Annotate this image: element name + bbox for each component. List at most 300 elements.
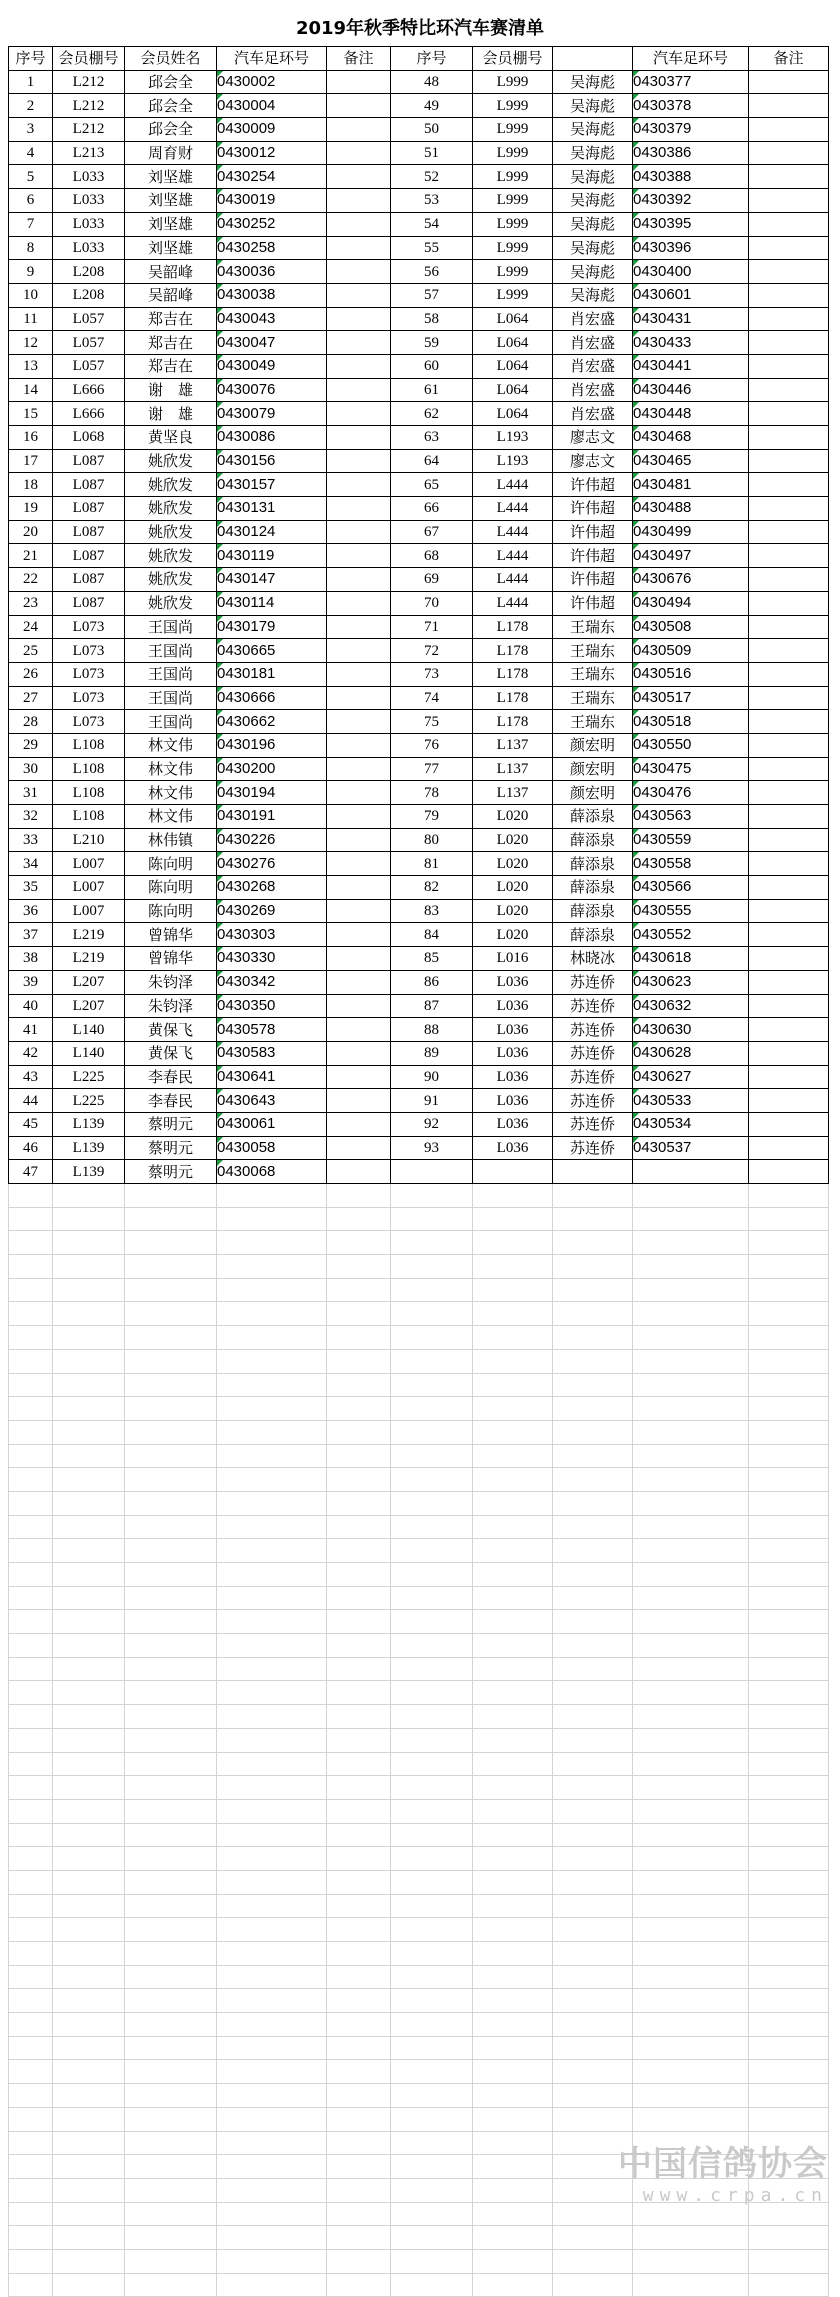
ring-no-cell: 0430076 [217,378,327,402]
empty-cell [553,2060,633,2084]
empty-cell [217,1586,327,1610]
seq-cell: 40 [9,994,53,1018]
remarks-cell-right [749,662,829,686]
remarks-cell [327,615,391,639]
member-name-cell-right: 许伟超 [553,544,633,568]
member-name-cell-right: 苏连侨 [553,1112,633,1136]
remarks-cell-right [749,165,829,189]
remarks-cell-right [749,118,829,142]
seq-cell: 35 [9,876,53,900]
empty-cell [217,2036,327,2060]
empty-cell [473,2178,553,2202]
empty-cell [633,1634,749,1658]
empty-cell [125,1231,217,1255]
member-name-cell: 姚欣发 [125,449,217,473]
ring-no-cell-right: 0430516 [633,662,749,686]
seq-cell-right: 63 [391,426,473,450]
table-row [9,686,829,710]
empty-cell [749,1657,829,1681]
remarks-cell-right [749,473,829,497]
empty-row [9,1894,829,1918]
loft-no-cell-right [473,1160,553,1184]
empty-cell [633,1989,749,2013]
loft-no-cell: L139 [53,1112,125,1136]
loft-no-cell: L140 [53,1041,125,1065]
loft-no-cell: L225 [53,1089,125,1113]
empty-cell [473,1326,553,1350]
seq-cell: 28 [9,710,53,734]
ring-no-cell: 0430038 [217,283,327,307]
member-name-cell: 刘坚雄 [125,212,217,236]
loft-no-cell: L208 [53,283,125,307]
empty-cell [9,2273,53,2297]
empty-cell [473,1989,553,2013]
empty-cell [9,1870,53,1894]
member-name-cell: 郑吉在 [125,354,217,378]
loft-no-cell: L108 [53,733,125,757]
empty-cell [327,1847,391,1871]
loft-no-cell: L666 [53,378,125,402]
empty-cell [553,1823,633,1847]
table-row [9,923,829,947]
ring-no-cell: 0430303 [217,923,327,947]
remarks-cell [327,402,391,426]
remarks-cell [327,497,391,521]
loft-no-cell: L225 [53,1065,125,1089]
loft-no-cell: L108 [53,781,125,805]
empty-cell [217,1823,327,1847]
table-row [9,639,829,663]
ring-no-cell-right: 0430396 [633,236,749,260]
empty-cell [9,1207,53,1231]
empty-cell [125,1989,217,2013]
ring-no-cell-right: 0430676 [633,568,749,592]
empty-cell [473,1847,553,1871]
table-row [9,520,829,544]
empty-cell [749,2107,829,2131]
empty-cell [53,1515,125,1539]
loft-no-cell-right: L064 [473,354,553,378]
empty-cell [391,1610,473,1634]
remarks-cell [327,378,391,402]
loft-no-cell-right: L137 [473,733,553,757]
table-row [9,876,829,900]
empty-cell [217,2202,327,2226]
empty-cell [125,1397,217,1421]
empty-cell [633,1847,749,1871]
remarks-cell [327,449,391,473]
loft-no-cell: L087 [53,568,125,592]
remarks-cell [327,331,391,355]
header-remarks-right: 备注 [749,47,829,71]
empty-cell [553,1942,633,1966]
empty-cell [327,1278,391,1302]
table-row [9,378,829,402]
seq-cell: 7 [9,212,53,236]
empty-cell [327,1420,391,1444]
header-seq-right: 序号 [391,47,473,71]
member-name-cell-right: 肖宏盛 [553,378,633,402]
table-row [9,1136,829,1160]
remarks-cell [327,591,391,615]
empty-cell [391,1420,473,1444]
empty-cell [53,1207,125,1231]
empty-cell [633,1231,749,1255]
empty-cell [391,1799,473,1823]
empty-cell [391,2084,473,2108]
loft-no-cell-right: L020 [473,805,553,829]
empty-cell [473,1942,553,1966]
seq-cell: 14 [9,378,53,402]
table-row [9,615,829,639]
empty-cell [327,1870,391,1894]
remarks-cell-right [749,1041,829,1065]
empty-cell [327,1255,391,1279]
empty-cell [553,1989,633,2013]
empty-cell [125,1563,217,1587]
seq-cell-right: 92 [391,1112,473,1136]
seq-cell-right: 90 [391,1065,473,1089]
loft-no-cell-right: L999 [473,236,553,260]
seq-cell-right: 78 [391,781,473,805]
remarks-cell [327,970,391,994]
seq-cell: 36 [9,899,53,923]
remarks-cell [327,544,391,568]
empty-row [9,1373,829,1397]
empty-cell [125,1491,217,1515]
loft-no-cell: L139 [53,1160,125,1184]
member-name-cell-right: 吴海彪 [553,260,633,284]
empty-cell [125,1799,217,1823]
empty-row [9,1539,829,1563]
empty-cell [125,1728,217,1752]
empty-cell [217,1326,327,1350]
empty-cell [53,1847,125,1871]
seq-cell-right: 55 [391,236,473,260]
remarks-cell-right [749,1136,829,1160]
empty-cell [9,2013,53,2037]
empty-row [9,2036,829,2060]
ring-no-cell: 0430276 [217,852,327,876]
table-row [9,331,829,355]
table-row [9,141,829,165]
ring-no-cell: 0430181 [217,662,327,686]
seq-cell: 3 [9,118,53,142]
remarks-cell [327,662,391,686]
empty-cell [553,1539,633,1563]
member-name-cell-right: 肖宏盛 [553,402,633,426]
empty-cell [9,1776,53,1800]
seq-cell-right: 53 [391,189,473,213]
seq-cell: 23 [9,591,53,615]
seq-cell-right: 56 [391,260,473,284]
empty-cell [327,1752,391,1776]
ring-no-cell: 0430583 [217,1041,327,1065]
empty-cell [391,1942,473,1966]
empty-cell [391,1823,473,1847]
ring-no-cell-right: 0430379 [633,118,749,142]
seq-cell: 19 [9,497,53,521]
loft-no-cell-right: L178 [473,686,553,710]
empty-cell [749,1397,829,1421]
table-row [9,1065,829,1089]
loft-no-cell-right: L444 [473,591,553,615]
empty-cell [125,1468,217,1492]
remarks-cell-right [749,354,829,378]
empty-cell [473,1373,553,1397]
seq-cell-right: 91 [391,1089,473,1113]
member-name-cell-right: 吴海彪 [553,189,633,213]
empty-row [9,2226,829,2250]
empty-row [9,1302,829,1326]
ring-no-cell: 0430665 [217,639,327,663]
empty-cell [125,2084,217,2108]
remarks-cell [327,852,391,876]
member-name-cell-right: 王瑞东 [553,639,633,663]
remarks-cell-right [749,1089,829,1113]
table-row [9,591,829,615]
remarks-cell [327,1160,391,1184]
empty-cell [553,1373,633,1397]
empty-cell [749,1847,829,1871]
empty-cell [53,1278,125,1302]
member-name-cell-right [553,1160,633,1184]
empty-cell [553,2013,633,2037]
loft-no-cell: L087 [53,591,125,615]
table-row [9,260,829,284]
empty-cell [391,1373,473,1397]
remarks-cell-right [749,497,829,521]
ring-no-cell: 0430194 [217,781,327,805]
empty-cell [217,1847,327,1871]
seq-cell-right: 75 [391,710,473,734]
remarks-cell [327,686,391,710]
ring-no-cell-right: 0430468 [633,426,749,450]
loft-no-cell-right: L999 [473,283,553,307]
seq-cell-right: 60 [391,354,473,378]
member-name-cell: 朱钧泽 [125,994,217,1018]
empty-cell [53,1752,125,1776]
empty-cell [327,1349,391,1373]
empty-cell [217,1965,327,1989]
empty-cell [391,1894,473,1918]
empty-cell [9,1823,53,1847]
ring-no-cell: 0430330 [217,947,327,971]
empty-cell [217,1681,327,1705]
empty-cell [217,1728,327,1752]
remarks-cell [327,307,391,331]
empty-cell [125,1847,217,1871]
ring-no-cell: 0430012 [217,141,327,165]
member-name-cell: 王国尚 [125,686,217,710]
loft-no-cell: L073 [53,686,125,710]
seq-cell-right: 64 [391,449,473,473]
empty-cell [553,1563,633,1587]
empty-cell [217,2107,327,2131]
empty-cell [9,2060,53,2084]
member-name-cell-right: 苏连侨 [553,994,633,1018]
empty-cell [391,2036,473,2060]
table-row [9,544,829,568]
empty-cell [125,1349,217,1373]
empty-cell [633,2036,749,2060]
loft-no-cell: L087 [53,473,125,497]
table-row [9,994,829,1018]
ring-no-cell-right: 0430497 [633,544,749,568]
empty-cell [53,1255,125,1279]
loft-no-cell: L073 [53,710,125,734]
remarks-cell [327,1041,391,1065]
empty-cell [125,1373,217,1397]
table-row [9,189,829,213]
ring-no-cell: 0430079 [217,402,327,426]
empty-row [9,1681,829,1705]
empty-cell [9,1326,53,1350]
member-name-cell-right: 王瑞东 [553,615,633,639]
empty-cell [473,2249,553,2273]
seq-cell-right: 62 [391,402,473,426]
empty-cell [217,1184,327,1208]
empty-row [9,1326,829,1350]
loft-no-cell-right: L999 [473,141,553,165]
empty-cell [53,1231,125,1255]
table-row [9,662,829,686]
empty-cell [9,2226,53,2250]
table-row [9,236,829,260]
empty-cell [553,1302,633,1326]
header-loft-no: 会员棚号 [53,47,125,71]
seq-cell: 15 [9,402,53,426]
member-name-cell-right: 吴海彪 [553,70,633,94]
remarks-cell [327,1136,391,1160]
empty-cell [553,2273,633,2297]
empty-cell [633,1563,749,1587]
empty-cell [391,1989,473,2013]
seq-cell-right: 76 [391,733,473,757]
member-name-cell: 黄坚良 [125,426,217,450]
empty-cell [749,1776,829,1800]
empty-row [9,1468,829,1492]
remarks-cell [327,923,391,947]
member-name-cell-right: 苏连侨 [553,1136,633,1160]
empty-cell [473,1634,553,1658]
empty-row [9,1847,829,1871]
empty-cell [473,1184,553,1208]
empty-cell [633,2060,749,2084]
ring-no-cell: 0430124 [217,520,327,544]
loft-no-cell: L212 [53,70,125,94]
empty-cell [125,1681,217,1705]
member-name-cell-right: 吴海彪 [553,212,633,236]
loft-no-cell-right: L036 [473,970,553,994]
loft-no-cell: L219 [53,923,125,947]
member-name-cell-right: 苏连侨 [553,1041,633,1065]
loft-no-cell-right: L999 [473,165,553,189]
empty-cell [749,1728,829,1752]
remarks-cell-right [749,378,829,402]
remarks-cell [327,1112,391,1136]
empty-cell [749,1231,829,1255]
empty-cell [633,1942,749,1966]
empty-cell [217,1255,327,1279]
member-name-cell-right: 薛添泉 [553,876,633,900]
empty-cell [391,1539,473,1563]
empty-cell [9,1302,53,1326]
remarks-cell [327,118,391,142]
sheet-title: 2019年秋季特比环汽车赛清单 [295,18,545,39]
loft-no-cell-right: L178 [473,662,553,686]
empty-row [9,1634,829,1658]
loft-no-cell-right: L036 [473,1018,553,1042]
empty-cell [749,1326,829,1350]
empty-cell [217,1634,327,1658]
empty-cell [53,1894,125,1918]
empty-cell [217,1491,327,1515]
member-name-cell: 林文伟 [125,733,217,757]
seq-cell: 41 [9,1018,53,1042]
loft-no-cell-right: L193 [473,426,553,450]
empty-cell [749,1563,829,1587]
empty-cell [125,1894,217,1918]
empty-cell [125,2131,217,2155]
ring-no-cell: 0430258 [217,236,327,260]
empty-cell [9,1965,53,1989]
seq-cell-right: 77 [391,757,473,781]
loft-no-cell: L007 [53,899,125,923]
empty-cell [553,1468,633,1492]
member-name-cell-right: 许伟超 [553,497,633,521]
empty-cell [53,2249,125,2273]
table-row [9,757,829,781]
table-row [9,283,829,307]
empty-cell [217,1397,327,1421]
entry-list-table [8,46,829,2297]
empty-cell [749,1302,829,1326]
remarks-cell-right [749,876,829,900]
empty-cell [9,1278,53,1302]
empty-cell [125,2107,217,2131]
ring-no-cell-right: 0430627 [633,1065,749,1089]
empty-cell [327,1799,391,1823]
empty-cell [473,1823,553,1847]
ring-no-cell-right: 0430441 [633,354,749,378]
member-name-cell-right: 肖宏盛 [553,354,633,378]
empty-cell [391,1397,473,1421]
table-row [9,94,829,118]
empty-cell [217,1468,327,1492]
empty-cell [749,2060,829,2084]
empty-cell [53,1302,125,1326]
empty-row [9,2013,829,2037]
empty-cell [391,1965,473,1989]
empty-cell [125,1776,217,1800]
empty-cell [9,1539,53,1563]
seq-cell: 43 [9,1065,53,1089]
loft-no-cell: L219 [53,947,125,971]
empty-cell [217,1942,327,1966]
empty-cell [553,1634,633,1658]
empty-cell [553,1728,633,1752]
seq-cell: 10 [9,283,53,307]
ring-no-cell-right: 0430377 [633,70,749,94]
seq-cell: 11 [9,307,53,331]
empty-cell [9,1349,53,1373]
empty-cell [327,1918,391,1942]
member-name-cell: 郑吉在 [125,307,217,331]
remarks-cell [327,947,391,971]
ring-no-cell-right: 0430400 [633,260,749,284]
ring-no-cell: 0430068 [217,1160,327,1184]
